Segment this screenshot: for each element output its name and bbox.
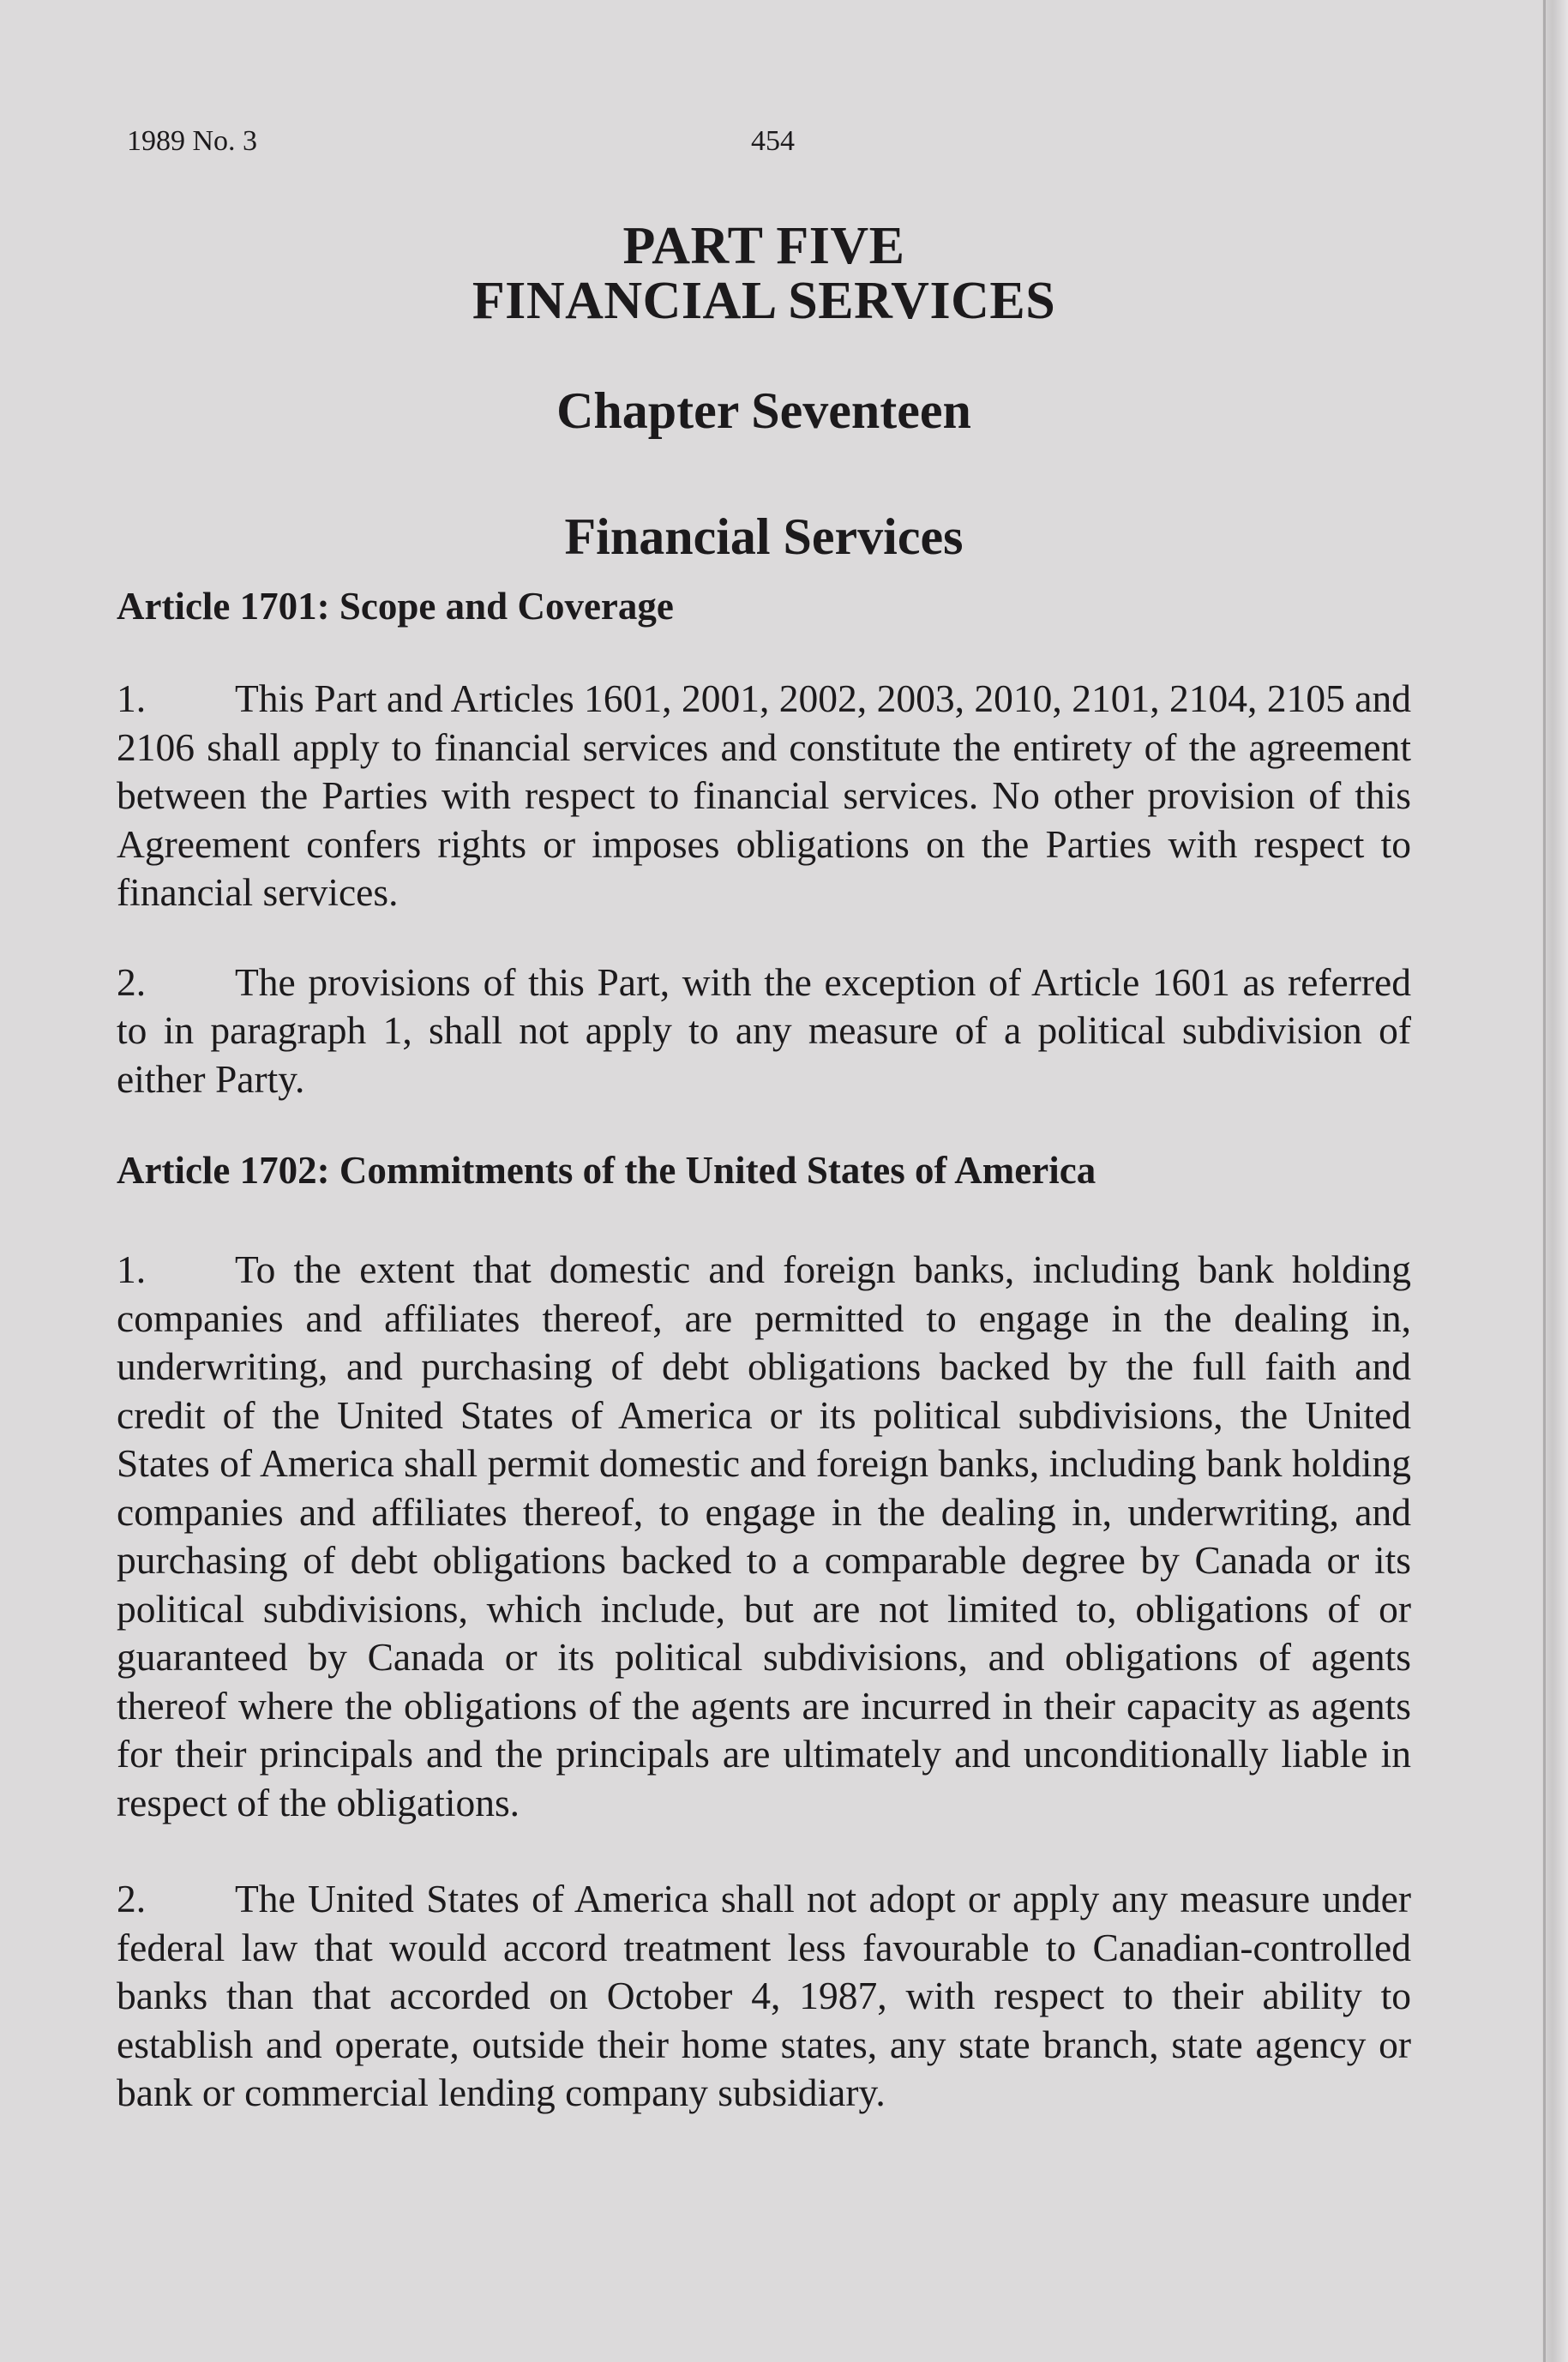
- article-1701-paragraph-1: [117, 675, 1411, 917]
- paragraph-text: The provisions of this Part, with the exception of Article 1601 as referred to in paragraph 1, shall not apply to any measure of a political subdivision of either Party.: [117, 959, 1411, 1101]
- article-1702-heading: Article 1702: Commitments of the United States of America: [117, 1149, 1096, 1192]
- paragraph-number: 2.: [117, 959, 147, 1004]
- article-1701-heading: Article 1701: Scope and Coverage: [117, 585, 674, 628]
- running-head-page-number: 454: [751, 125, 795, 157]
- section-title: Financial Services: [564, 508, 964, 565]
- page-edge-shadow: [1542, 0, 1568, 2362]
- paragraph-text: To the extent that domestic and foreign banks, including bank holding companies and affiliates thereof, are permitted to engage in the dealing in, underwriting, and purchasing of debt obligations backed by the full faith and credit of the United States of America or its political subdivisions, the United States of America shall permit domestic and foreign banks, including bank holding companies and affiliates thereof, to engage in the dealing in, underwriting, and purchasing of debt obligations backed to a comparable degree by Canada or its political subdivisions, which include, but are not limited to, obligations of or guaranteed by Canada or its political subdivisions, and obligations of agents thereof where the obligations of the agents are incurred in their capacity as agents for their principals and the principals are ultimately and unconditionally liable in respect of the obligations.: [117, 1247, 1411, 1824]
- paragraph-number: 1.: [117, 676, 147, 720]
- page-content: [117, 219, 1411, 2118]
- article-1702-paragraph-2: [117, 1875, 1411, 2118]
- page-edge-line: [1543, 0, 1546, 2362]
- part-title: FINANCIAL SERVICES: [472, 272, 1056, 330]
- article-1701-paragraph-2: [117, 959, 1411, 1104]
- paragraph-number: 2.: [117, 1877, 147, 1920]
- part-number: PART FIVE: [622, 217, 905, 275]
- paragraph-number: 1.: [117, 1247, 147, 1291]
- chapter-title: Chapter Seventeen: [556, 382, 971, 439]
- article-1702-paragraph-1: [117, 1246, 1411, 1827]
- running-head-citation: 1989 No. 3: [127, 125, 258, 157]
- paragraph-text: The United States of America shall not adopt or apply any measure under federal law that would accord treatment less favourable to Canadian-controlled banks than that accorded on October 4, 1987, with respect to their ability to establish and operate, outside their home states, any state branch, state agency or bank or commercial lending company subsidiary.: [117, 1877, 1411, 2114]
- paragraph-text: This Part and Articles 1601, 2001, 2002, 2003, 2010, 2101, 2104, 2105 and 2106 shall apply to financial services and constitute the entirety of the agreement between the Parties with respect to financial services. No other provision of this Agreement confers rights or imposes obligations on the Parties with respect to financial services.: [117, 676, 1411, 914]
